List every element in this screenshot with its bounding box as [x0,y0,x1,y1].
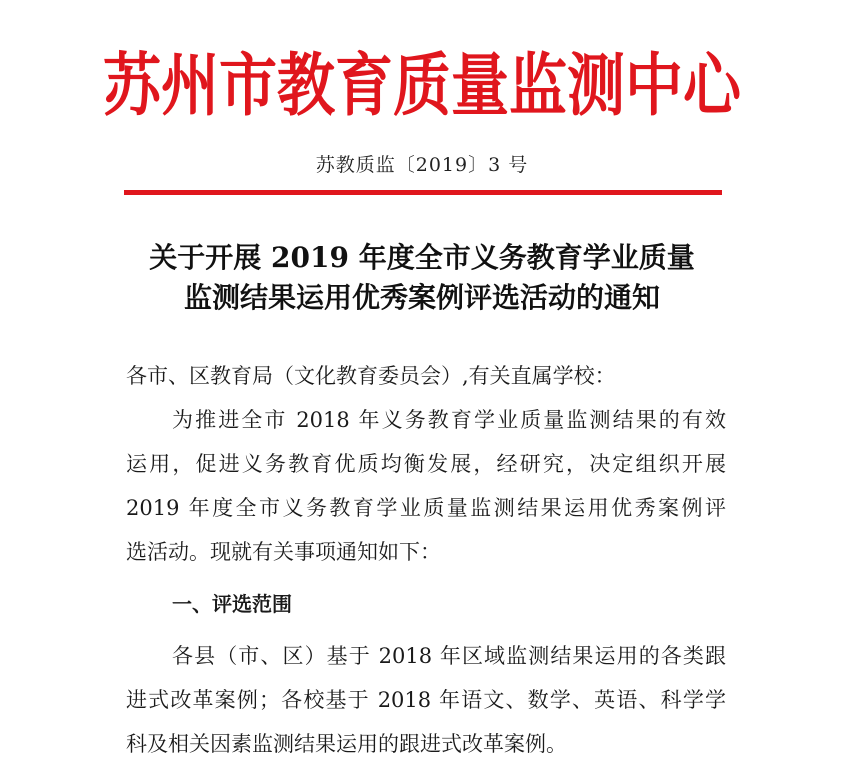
document-title [0,238,844,318]
intro-line-4: 选活动。现就有关事项通知如下： [126,540,441,564]
section-1-heading: 一、评选范围 [172,592,292,616]
document-number: 苏教质监〔2019〕3 号 [315,154,529,176]
section-1-line-3: 科及相关因素监测结果运用的跟进式改革案例。 [126,732,567,756]
organization-masthead: 苏州市教育质量监测中心 [102,45,741,126]
intro-line-3: 2019 年度全市义务教育学业质量监测结果运用优秀案例评 [126,496,726,520]
title-line-1: 关于开展 2019 年度全市义务教育学业质量 [149,241,695,274]
salutation: 各市、区教育局（文化教育委员会）,有关直属学校： [126,364,616,388]
title-line-2: 监测结果运用优秀案例评选活动的通知 [183,281,660,314]
intro-line-1: 为推进全市 2018 年义务教育学业质量监测结果的有效 [172,408,726,432]
section-1-line-2: 进式改革案例；各校基于 2018 年语文、数学、英语、科学学 [126,688,726,712]
section-1-line-1: 各县（市、区）基于 2018 年区域监测结果运用的各类跟 [172,644,726,668]
document-body [126,354,726,766]
intro-line-2: 运用，促进义务教育优质均衡发展，经研究，决定组织开展 [126,452,726,476]
red-divider-line [124,190,722,195]
